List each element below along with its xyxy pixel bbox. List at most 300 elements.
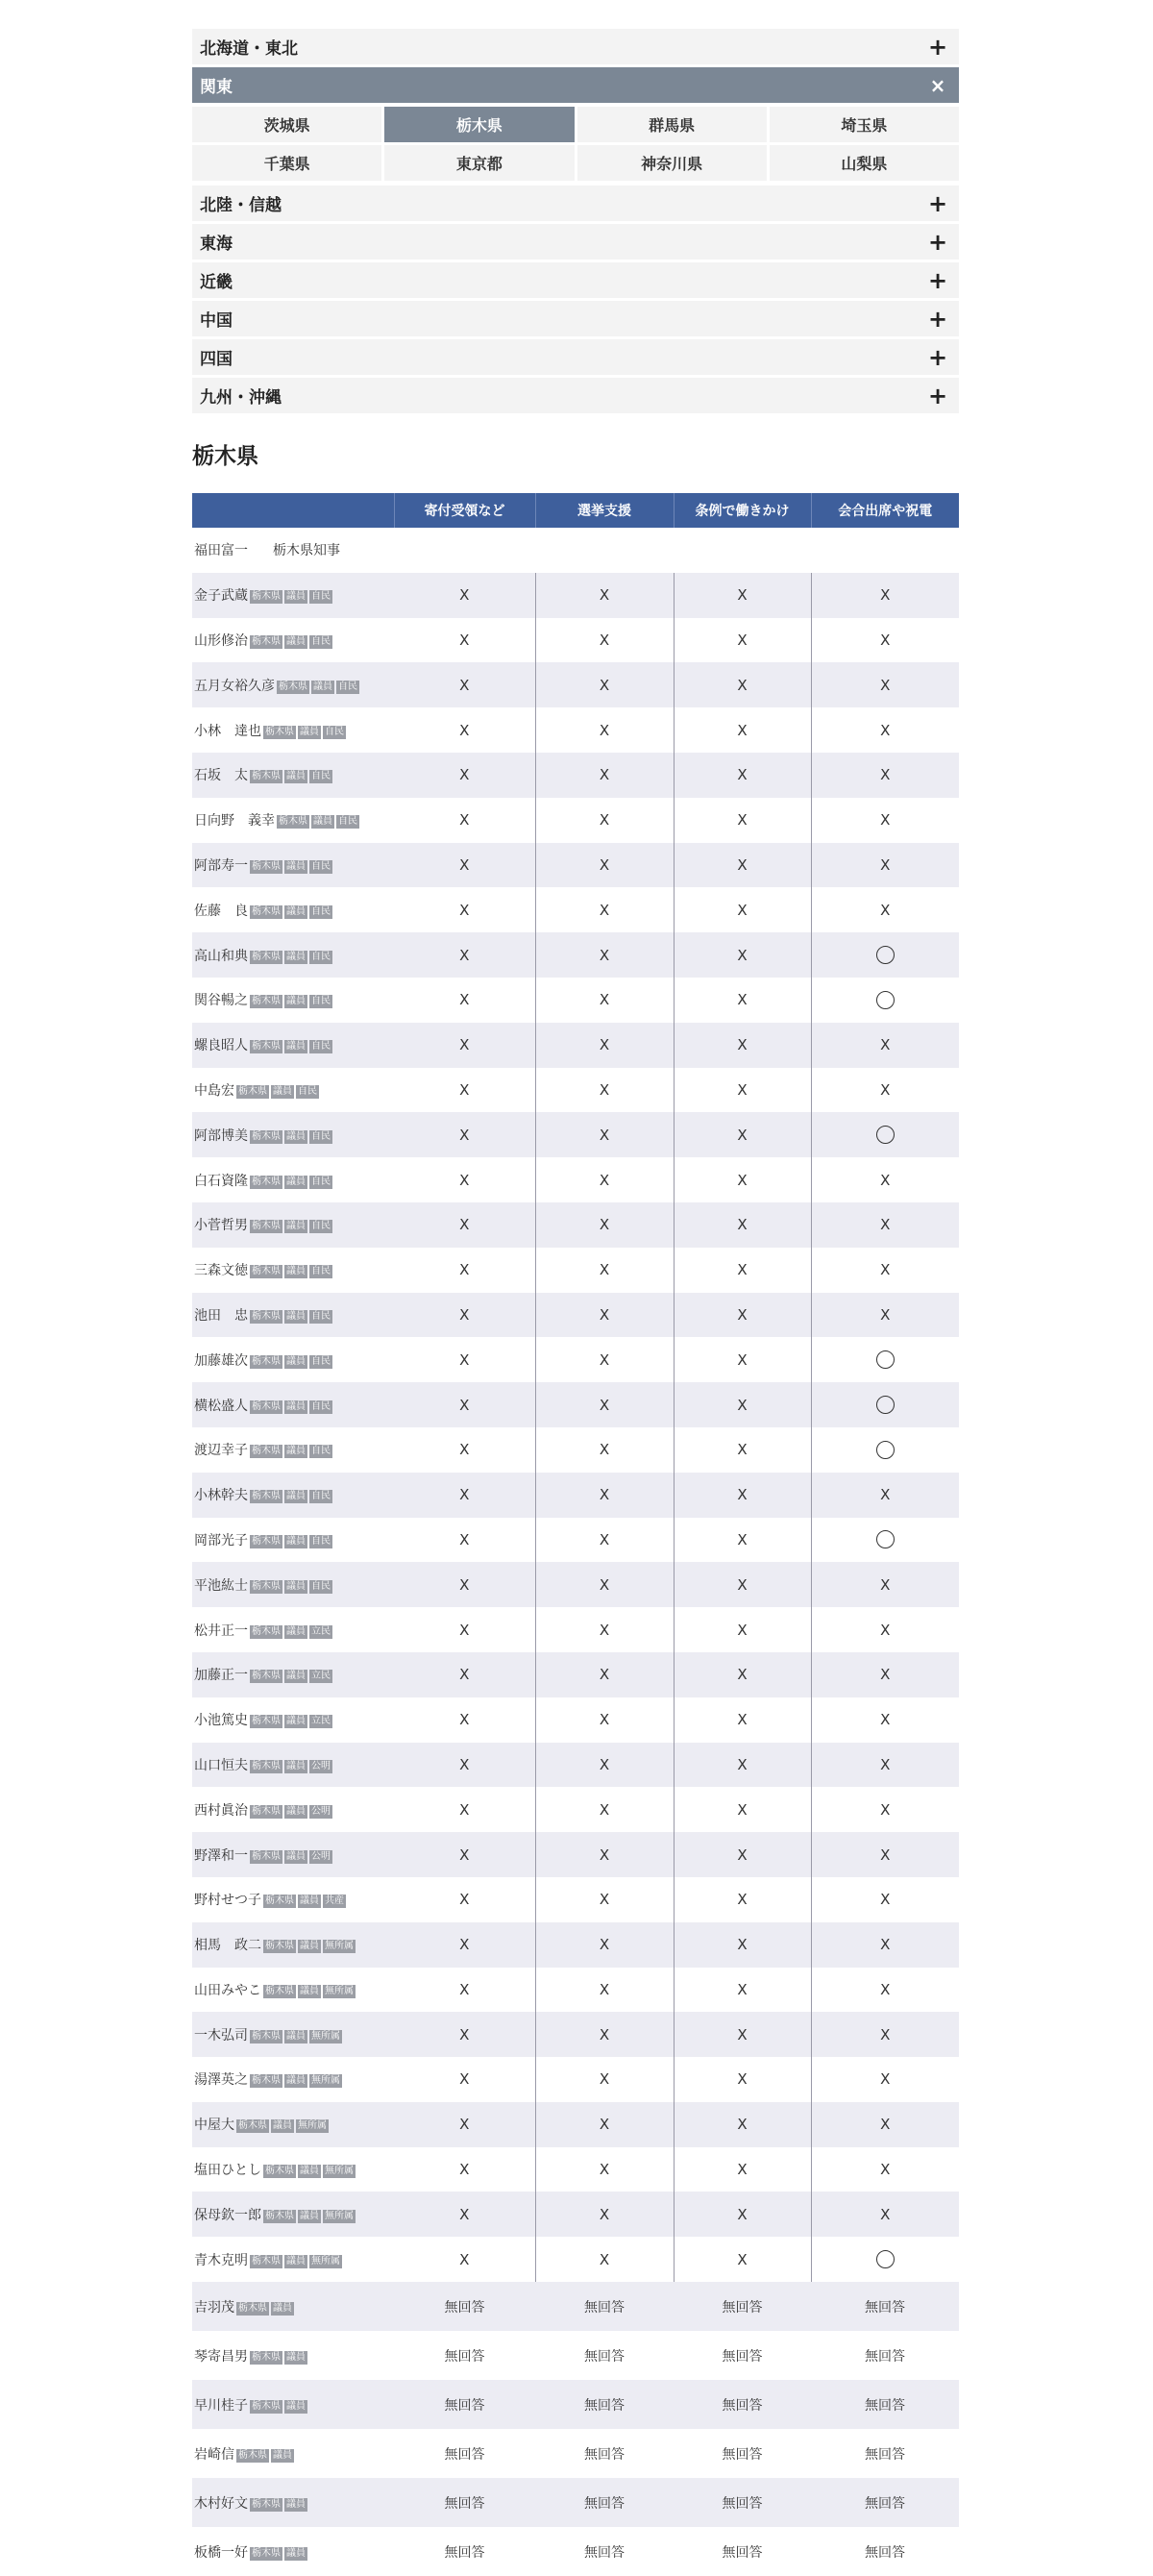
x-mark: X xyxy=(737,1845,748,1864)
table-row xyxy=(192,1968,959,2013)
person-tag: 栃木県 xyxy=(252,1041,281,1053)
answer-donation xyxy=(394,2380,535,2429)
table-row xyxy=(192,843,959,888)
person-cell xyxy=(192,1023,394,1068)
x-mark: X xyxy=(880,1080,891,1099)
answer-meeting xyxy=(811,932,959,978)
person-cell xyxy=(192,528,394,573)
table-row xyxy=(192,2237,959,2282)
region-header[interactable] xyxy=(192,67,959,103)
person-tag: 栃木県 xyxy=(265,2210,294,2221)
person-name: 渡辺幸子 xyxy=(194,1443,248,1459)
person-cell xyxy=(192,2102,394,2147)
answer-election-support xyxy=(535,2527,674,2576)
answer-election-support xyxy=(535,887,674,932)
x-mark: X xyxy=(880,2161,891,2179)
person-tag: 議員 xyxy=(286,771,306,782)
prefecture-button[interactable]: 山梨県 xyxy=(770,145,959,181)
x-mark: X xyxy=(599,946,610,964)
person-tag: 栃木県 xyxy=(265,726,294,737)
person-name: 琴寄昌男 xyxy=(194,2348,248,2365)
x-mark: X xyxy=(880,855,891,874)
answer-ordinance xyxy=(674,2102,811,2147)
no-answer-text: 無回答 xyxy=(584,2544,625,2561)
prefecture-button[interactable]: 埼玉県 xyxy=(770,107,959,142)
person-cell xyxy=(192,1248,394,1293)
answer-ordinance xyxy=(674,932,811,978)
prefecture-button[interactable]: 群馬県 xyxy=(577,107,767,142)
plus-icon: + xyxy=(927,266,948,294)
person-tag: 栃木県 xyxy=(265,1941,294,1952)
answer-donation xyxy=(394,1382,535,1427)
answer-ordinance xyxy=(674,2012,811,2057)
person-cell xyxy=(192,1652,394,1697)
person-tag: 栃木県 xyxy=(252,635,281,647)
person-tag: 栃木県 xyxy=(252,1671,281,1682)
region-header[interactable] xyxy=(192,378,959,413)
header-donation: 寄付受領など xyxy=(394,493,535,528)
person-tag: 議員 xyxy=(286,1671,306,1682)
person-cell xyxy=(192,2057,394,2102)
person-cell xyxy=(192,2429,394,2478)
no-answer-text: 無回答 xyxy=(584,2446,625,2463)
person-cell xyxy=(192,662,394,707)
answer-donation xyxy=(394,1248,535,1293)
answer-ordinance xyxy=(674,2478,811,2527)
person-tag: 栃木県 xyxy=(252,2351,281,2363)
answer-donation xyxy=(394,618,535,663)
answer-donation xyxy=(394,1787,535,1832)
person-cell xyxy=(192,798,394,843)
region-label: 関東 xyxy=(200,78,233,97)
plus-icon: + xyxy=(927,343,948,371)
answer-ordinance xyxy=(674,1652,811,1697)
person-tag: 議員 xyxy=(286,1760,306,1771)
answer-meeting xyxy=(811,1293,959,1338)
plus-icon: + xyxy=(927,33,948,61)
table-body xyxy=(192,528,959,2576)
x-mark: X xyxy=(880,1755,891,1773)
answer-meeting xyxy=(811,2331,959,2380)
answer-donation xyxy=(394,662,535,707)
person-tag: 栃木県 xyxy=(252,1535,281,1547)
person-name: 金子武蔵 xyxy=(194,588,248,605)
answer-meeting xyxy=(811,843,959,888)
person-tag: 栃木県 xyxy=(252,905,281,917)
person-tag: 議員 xyxy=(313,681,332,692)
x-mark: X xyxy=(880,1936,891,1954)
circle-icon xyxy=(876,1530,895,1548)
prefecture-button[interactable]: 神奈川県 xyxy=(577,145,767,181)
table-row xyxy=(192,1562,959,1607)
answer-ordinance xyxy=(674,2147,811,2192)
x-mark: X xyxy=(459,1891,470,1909)
person-name: 池田 忠 xyxy=(194,1307,248,1324)
person-cell xyxy=(192,1068,394,1113)
x-mark: X xyxy=(880,1216,891,1234)
answer-meeting xyxy=(811,662,959,707)
answer-ordinance xyxy=(674,1473,811,1518)
answer-meeting xyxy=(811,1337,959,1382)
answer-election-support xyxy=(535,573,674,618)
answer-ordinance xyxy=(674,1968,811,2013)
person-tag: 栃木県 xyxy=(252,951,281,962)
answer-ordinance xyxy=(674,1248,811,1293)
answer-ordinance xyxy=(674,2380,811,2429)
person-cell xyxy=(192,1337,394,1382)
person-cell xyxy=(192,978,394,1023)
prefecture-button[interactable]: 栃木県 xyxy=(384,107,574,142)
person-tag: 議員 xyxy=(286,1446,306,1457)
x-mark: X xyxy=(459,1396,470,1414)
answer-meeting xyxy=(811,1697,959,1743)
answer-meeting xyxy=(811,1068,959,1113)
table-row xyxy=(192,1787,959,1832)
person-tag: 議員 xyxy=(286,2030,306,2042)
person-tag: 議員 xyxy=(300,1941,319,1952)
answer-donation xyxy=(394,2192,535,2237)
person-tag: 議員 xyxy=(286,1535,306,1547)
answer-meeting xyxy=(811,1382,959,1427)
x-mark: X xyxy=(599,811,610,830)
person-tag: 自民 xyxy=(311,1176,331,1187)
results-table xyxy=(192,493,959,2576)
table-row xyxy=(192,2380,959,2429)
no-answer-text: 無回答 xyxy=(865,2299,905,2316)
x-mark: X xyxy=(599,901,610,919)
table-row xyxy=(192,1922,959,1968)
plus-icon: + xyxy=(927,228,948,256)
x-mark: X xyxy=(459,1980,470,1998)
person-name: 阿部寿一 xyxy=(194,857,248,874)
region-header[interactable] xyxy=(192,224,959,260)
region-label: 北陸・信越 xyxy=(200,196,282,215)
person-name: 岩崎信 xyxy=(194,2446,234,2463)
answer-donation xyxy=(394,707,535,753)
answer-election-support xyxy=(535,2380,674,2429)
answer-meeting xyxy=(811,1248,959,1293)
x-mark: X xyxy=(880,721,891,739)
region-label: 九州・沖縄 xyxy=(200,388,282,408)
table-row xyxy=(192,1652,959,1697)
answer-election-support xyxy=(535,2331,674,2380)
x-mark: X xyxy=(599,1350,610,1369)
region-header[interactable] xyxy=(192,29,959,64)
answer-ordinance xyxy=(674,528,811,573)
person-name: 佐藤 良 xyxy=(194,903,248,919)
x-mark: X xyxy=(459,2116,470,2134)
person-name: 福田富一 xyxy=(194,543,248,559)
x-mark: X xyxy=(459,991,470,1009)
person-name: 加藤雄次 xyxy=(194,1352,248,1369)
answer-donation xyxy=(394,2282,535,2331)
table-row xyxy=(192,1337,959,1382)
answer-ordinance xyxy=(674,1293,811,1338)
x-mark: X xyxy=(737,1621,748,1639)
x-mark: X xyxy=(737,1575,748,1594)
person-name: 三森文徳 xyxy=(194,1263,248,1279)
x-mark: X xyxy=(599,1171,610,1189)
table-row xyxy=(192,1743,959,1788)
x-mark: X xyxy=(880,586,891,605)
person-role: 栃木県知事 xyxy=(273,543,340,559)
x-mark: X xyxy=(599,1936,610,1954)
no-answer-text: 無回答 xyxy=(584,2348,625,2365)
x-mark: X xyxy=(599,1621,610,1639)
x-mark: X xyxy=(599,2025,610,2043)
x-mark: X xyxy=(880,1486,891,1504)
answer-donation xyxy=(394,1112,535,1157)
answer-election-support xyxy=(535,978,674,1023)
region-header[interactable] xyxy=(192,262,959,298)
answer-election-support xyxy=(535,798,674,843)
answer-ordinance xyxy=(674,618,811,663)
answer-donation xyxy=(394,1877,535,1922)
x-mark: X xyxy=(599,2161,610,2179)
person-tag: 栃木県 xyxy=(238,1085,267,1097)
person-name: 小池篤史 xyxy=(194,1713,248,1729)
person-tag: 自民 xyxy=(338,816,357,828)
person-tag: 栃木県 xyxy=(252,1400,281,1412)
region-header[interactable] xyxy=(192,301,959,336)
person-tag: 立民 xyxy=(311,1671,331,1682)
person-tag: 無所属 xyxy=(325,1941,354,1952)
person-name: 山口恒夫 xyxy=(194,1757,248,1773)
x-mark: X xyxy=(599,721,610,739)
answer-ordinance xyxy=(674,1023,811,1068)
x-mark: X xyxy=(880,1800,891,1819)
x-mark: X xyxy=(599,766,610,784)
person-name: 岡部光子 xyxy=(194,1532,248,1548)
person-cell xyxy=(192,1518,394,1563)
answer-ordinance xyxy=(674,2237,811,2282)
answer-donation xyxy=(394,1607,535,1652)
x-mark: X xyxy=(737,1036,748,1054)
x-mark: X xyxy=(880,631,891,649)
x-mark: X xyxy=(737,631,748,649)
x-mark: X xyxy=(599,1575,610,1594)
person-tag: 議員 xyxy=(286,2498,306,2510)
no-answer-text: 無回答 xyxy=(444,2544,485,2561)
person-tag: 栃木県 xyxy=(252,591,281,603)
person-tag: 栃木県 xyxy=(265,1985,294,1996)
x-mark: X xyxy=(599,1845,610,1864)
answer-donation xyxy=(394,978,535,1023)
no-answer-text: 無回答 xyxy=(444,2446,485,2463)
answer-meeting xyxy=(811,2429,959,2478)
answer-ordinance xyxy=(674,978,811,1023)
table-row xyxy=(192,1202,959,1248)
x-mark: X xyxy=(737,1755,748,1773)
answer-election-support xyxy=(535,932,674,978)
no-answer-text: 無回答 xyxy=(865,2397,905,2414)
person-cell xyxy=(192,753,394,798)
person-tag: 栃木県 xyxy=(252,1310,281,1322)
person-tag: 議員 xyxy=(286,951,306,962)
x-mark: X xyxy=(737,586,748,605)
x-mark: X xyxy=(737,1350,748,1369)
x-mark: X xyxy=(737,1305,748,1324)
answer-donation xyxy=(394,2429,535,2478)
answer-election-support xyxy=(535,1922,674,1968)
x-mark: X xyxy=(459,2250,470,2268)
answer-ordinance xyxy=(674,662,811,707)
person-tag: 議員 xyxy=(286,2351,306,2363)
answer-meeting xyxy=(811,2237,959,2282)
answer-ordinance xyxy=(674,2057,811,2102)
person-name: 高山和典 xyxy=(194,948,248,964)
answer-meeting xyxy=(811,1427,959,1473)
circle-icon xyxy=(876,1350,895,1369)
x-mark: X xyxy=(737,2025,748,2043)
answer-donation xyxy=(394,1202,535,1248)
answer-ordinance xyxy=(674,798,811,843)
person-tag: 自民 xyxy=(298,1085,317,1097)
x-mark: X xyxy=(599,1800,610,1819)
person-tag: 栃木県 xyxy=(238,2302,267,2314)
table-header-row xyxy=(192,493,959,528)
x-mark: X xyxy=(459,1216,470,1234)
plus-icon: + xyxy=(927,305,948,333)
region-header[interactable] xyxy=(192,186,959,221)
answer-donation xyxy=(394,1427,535,1473)
answer-election-support xyxy=(535,2429,674,2478)
person-tag: 議員 xyxy=(300,2166,319,2177)
prefecture-button[interactable]: 東京都 xyxy=(384,145,574,181)
person-name: 相馬 政二 xyxy=(194,1938,261,1954)
person-name: 塩田ひとし xyxy=(194,2163,261,2179)
answer-donation xyxy=(394,2237,535,2282)
answer-election-support xyxy=(535,1652,674,1697)
person-name: 早川桂子 xyxy=(194,2397,248,2414)
person-tag: 栃木県 xyxy=(252,2547,281,2559)
x-mark: X xyxy=(459,855,470,874)
person-tag: 議員 xyxy=(286,996,306,1007)
x-mark: X xyxy=(459,1486,470,1504)
answer-meeting xyxy=(811,2102,959,2147)
answer-donation xyxy=(394,843,535,888)
answer-donation xyxy=(394,528,535,573)
prefecture-button[interactable]: 千葉県 xyxy=(192,145,381,181)
prefecture-button[interactable]: 茨城県 xyxy=(192,107,381,142)
x-mark: X xyxy=(599,1980,610,1998)
answer-meeting xyxy=(811,573,959,618)
person-cell xyxy=(192,1112,394,1157)
person-cell xyxy=(192,1832,394,1877)
person-cell xyxy=(192,2527,394,2576)
answer-election-support xyxy=(535,1743,674,1788)
person-tag: 議員 xyxy=(300,726,319,737)
person-name: 板橋一好 xyxy=(194,2544,248,2561)
person-tag: 議員 xyxy=(286,1176,306,1187)
person-tag: 自民 xyxy=(311,905,331,917)
person-tag: 栃木県 xyxy=(252,1716,281,1727)
x-mark: X xyxy=(737,1936,748,1954)
answer-meeting xyxy=(811,2478,959,2527)
person-tag: 議員 xyxy=(300,2210,319,2221)
answer-ordinance xyxy=(674,2527,811,2576)
person-tag: 議員 xyxy=(286,860,306,872)
answer-election-support xyxy=(535,843,674,888)
table-row xyxy=(192,1427,959,1473)
region-label: 東海 xyxy=(200,235,233,254)
x-mark: X xyxy=(459,946,470,964)
answer-election-support xyxy=(535,1427,674,1473)
answer-ordinance xyxy=(674,573,811,618)
person-cell xyxy=(192,707,394,753)
person-tag: 栃木県 xyxy=(252,2030,281,2042)
person-tag: 自民 xyxy=(311,1400,331,1412)
x-mark: X xyxy=(737,2205,748,2223)
x-mark: X xyxy=(459,1350,470,1369)
person-cell xyxy=(192,1473,394,1518)
header-name xyxy=(192,493,394,528)
person-tag: 公明 xyxy=(311,1805,331,1817)
table-row xyxy=(192,1697,959,1743)
answer-election-support xyxy=(535,1518,674,1563)
person-name: 加藤正一 xyxy=(194,1668,248,1684)
answer-donation xyxy=(394,798,535,843)
x-mark: X xyxy=(737,676,748,694)
answer-election-support xyxy=(535,1248,674,1293)
answer-election-support xyxy=(535,2057,674,2102)
answer-election-support xyxy=(535,1068,674,1113)
x-mark: X xyxy=(599,1216,610,1234)
answer-meeting xyxy=(811,2192,959,2237)
x-mark: X xyxy=(599,2070,610,2089)
person-tag: 栃木県 xyxy=(252,1850,281,1862)
person-cell xyxy=(192,843,394,888)
answer-meeting xyxy=(811,2057,959,2102)
person-name: 日向野 義幸 xyxy=(194,813,275,830)
answer-ordinance xyxy=(674,2282,811,2331)
answer-election-support xyxy=(535,1112,674,1157)
person-tag: 無所属 xyxy=(311,2255,340,2266)
x-mark: X xyxy=(880,1171,891,1189)
answer-election-support xyxy=(535,1157,674,1202)
person-name: 山形修治 xyxy=(194,632,248,649)
person-cell xyxy=(192,1157,394,1202)
region-header[interactable] xyxy=(192,339,959,375)
answer-ordinance xyxy=(674,1877,811,1922)
person-name: 中島宏 xyxy=(194,1082,234,1099)
table-row xyxy=(192,2192,959,2237)
x-mark: X xyxy=(599,1036,610,1054)
answer-election-support xyxy=(535,2147,674,2192)
answer-ordinance xyxy=(674,1697,811,1743)
answer-meeting xyxy=(811,707,959,753)
person-tag: 議員 xyxy=(286,635,306,647)
answer-meeting xyxy=(811,1652,959,1697)
person-cell xyxy=(192,2380,394,2429)
answer-donation xyxy=(394,2478,535,2527)
x-mark: X xyxy=(599,1891,610,1909)
person-tag: 自民 xyxy=(311,591,331,603)
table-row xyxy=(192,1382,959,1427)
person-tag: 議員 xyxy=(286,1400,306,1412)
person-name: 西村眞治 xyxy=(194,1802,248,1819)
x-mark: X xyxy=(459,1845,470,1864)
person-tag: 無所属 xyxy=(325,2166,354,2177)
x-mark: X xyxy=(599,1711,610,1729)
answer-donation xyxy=(394,1157,535,1202)
person-tag: 議員 xyxy=(286,2400,306,2412)
person-name: 平池紘士 xyxy=(194,1577,248,1594)
person-name: 湯澤英之 xyxy=(194,2072,248,2089)
region-accordion xyxy=(192,29,959,413)
x-mark: X xyxy=(880,1621,891,1639)
x-mark: X xyxy=(599,1486,610,1504)
